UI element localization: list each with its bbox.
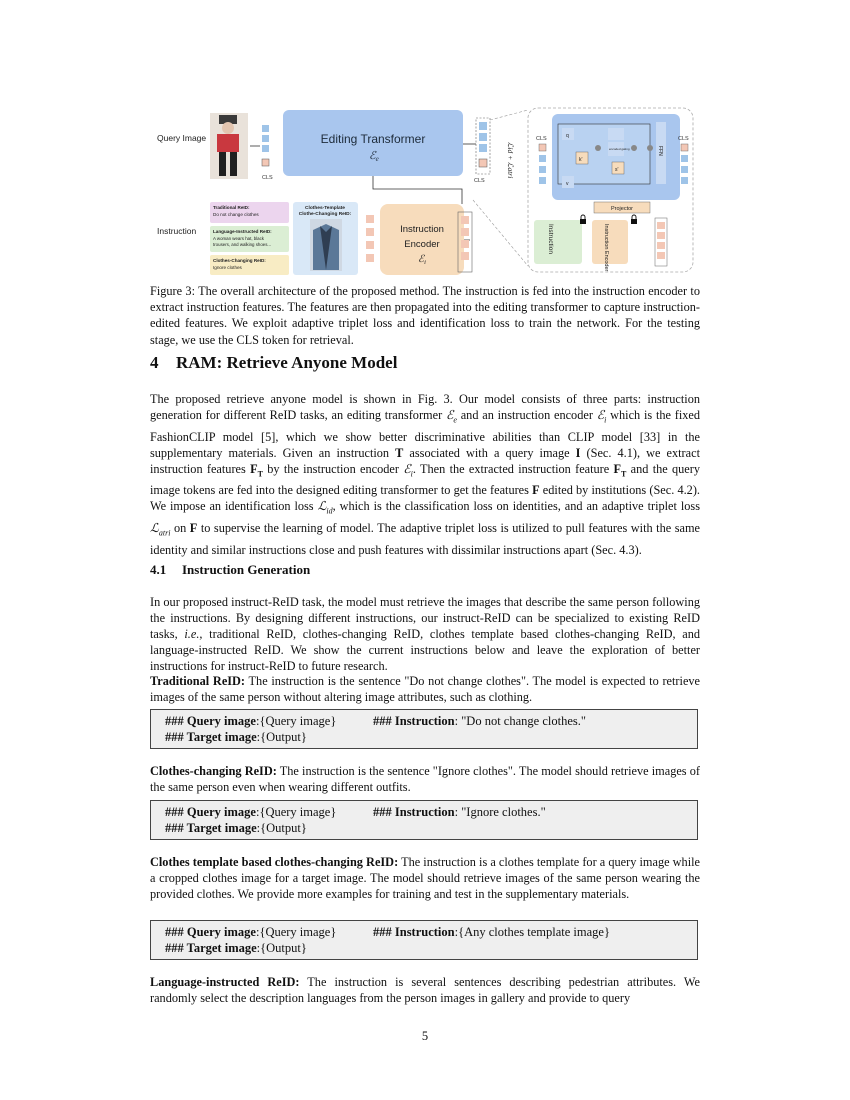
text-run: . Then the extracted instruction feature — [412, 461, 614, 476]
clothes-template-panel — [293, 202, 358, 275]
paragraph-lead: Clothes-changing ReID: — [150, 764, 277, 778]
paragraph-language-instructed — [150, 974, 700, 1006]
text-run: associated with a query image — [403, 445, 576, 460]
paragraph-text: The instruction is the sentence "Ignore clothes". The model should retrieve images of the same person even when wearing different outfits. — [150, 764, 700, 795]
paragraph-text: The instruction is a clothes template for a query image while a cropped clothes image for a target image. The model should retrieve images of the same person wearing the provided clothes. We provide more examples for training and test in the supplementary materials. — [150, 855, 700, 902]
instruction-encoder-line1: Instruction — [400, 224, 444, 235]
svg-text:A woman wears hat, black: A woman wears hat, black — [213, 236, 265, 241]
code-value: :{Any clothes template image} — [454, 925, 610, 939]
code-box-clothes-changing — [150, 800, 698, 840]
section-paragraph: The proposed retrieve anyone model is shown in Fig. 3. Our model consists of three parts: instruction generation for different ReID tasks, an editing transformer ℰ$_e$ and an instruction encoder ℰ$_i$ which is the fixed FashionCLIP model [5], which we show better discriminative abilities than CLIP model [33] in the supplementary materials. Given an instruction T associated with a query image I (Sec. 4.1), we extract instruction features $F_T$ by the instruction encoder ℰ$_i$. Then the extracted instruction feature $F_T$ and the query image tokens are fed into the designed editing transformer to get the features F edited by institutions (Sec. 4.2). We impose an identification loss ℒ$_{id}$, which is the classification loss on identities, and an adaptive triplet loss ℒ$_{atri}$ on F to supervise the learning of model. The adaptive triplet loss is utilized to pull features with the same identity and similar instructions close and push features with dissimilar instructions apart (Sec. 4.3). — [150, 392, 701, 557]
editing-transformer-sub: e — [375, 155, 379, 163]
text-run: and an instruction encoder — [456, 408, 597, 423]
paragraph-lead: Clothes template based clothes-changing ReID: — [150, 855, 399, 869]
cls-label-detail-right: CLS — [678, 136, 689, 142]
instruction-block-label: Instruction — [547, 224, 554, 254]
text-run: The proposed retrieve anyone model is shown in Fig. 3. Our model consists of three parts: instruction generation for different ReID tasks, an editing transformer — [150, 392, 700, 423]
architecture-figure — [150, 100, 700, 280]
query-person-photo — [210, 113, 248, 179]
gating-label: encoded gating — [609, 147, 630, 151]
code-key: ### Target image — [165, 821, 257, 835]
code-value: : "Do not change clothes." — [454, 714, 586, 728]
instruction-encoder-line2: Encoder — [404, 239, 440, 250]
loss-label: ℒid + ℒatri — [506, 142, 515, 179]
instr-text-clothes-changing: Ignore clothes — [213, 265, 242, 270]
instruction-label: Instruction — [157, 226, 197, 236]
cls-label-detail-left: CLS — [536, 136, 547, 142]
text-run: on — [170, 521, 190, 536]
code-box-traditional — [150, 709, 698, 749]
code-value: :{Output} — [256, 941, 307, 955]
code-key: ### Query image — [165, 925, 256, 939]
q-label: q — [566, 133, 569, 139]
code-key: ### Query image — [165, 714, 256, 728]
svg-text:trousers, and walking shoes...: trousers, and walking shoes... — [213, 242, 272, 247]
editing-transformer-symbol: ℰ — [369, 150, 376, 162]
code-key: ### Instruction — [373, 714, 455, 728]
paragraph-traditional — [150, 673, 700, 705]
text-run: edited by institutions (Sec. 4.2). We impose an identification loss — [150, 483, 700, 514]
section-title: RAM: Retrieve Anyone Model — [176, 353, 398, 372]
page-number: 5 — [421, 1029, 429, 1043]
editing-transformer-title: Editing Transformer — [320, 132, 426, 146]
instruction-tokens-left — [366, 215, 374, 262]
code-key: ### Instruction — [373, 925, 455, 939]
text-run: which is the fixed FashionCLIP model [5], which we show better discriminative abilities than CLIP model [33] in the supplementary materials. Given an instruction — [150, 408, 701, 460]
instruction-encoder-symbol: ℰ — [418, 254, 425, 265]
text-run: (Sec. 4.1), we extract instruction features — [150, 445, 700, 476]
subsection-heading — [150, 562, 310, 578]
text-run: to supervise the learning of model. The adaptive triplet loss is utilized to pull features with the same identity and similar instructions close and push features with dissimilar instructions apart (Sec. 4.3). — [150, 521, 700, 557]
instruction-examples — [210, 202, 289, 275]
paragraph-text: The instruction is several sentences describing pedestrian attributes. We randomly select the description languages from the person images in gallery and provide to query — [150, 975, 701, 1006]
svg-text:Clothes-Template: Clothes-Template — [305, 206, 345, 211]
code-key: ### Query image — [165, 805, 256, 819]
subsection-paragraph — [150, 594, 700, 674]
code-key: ### Instruction — [373, 805, 455, 819]
code-key: ### Target image — [165, 730, 257, 744]
figure-caption: Figure 3: The overall architecture of the proposed method. The instruction is fed into the instruction encoder to extract instruction features. The features are then propagated into the editing transformer to capture instruction-edited features. We exploit adaptive triplet loss and identification loss to train the network. For the testing stage, we use the CLS token for retrieval. — [150, 284, 700, 347]
output-tokens — [476, 118, 490, 174]
k-label: k' — [579, 157, 583, 163]
code-box-clothes-template — [150, 920, 698, 960]
instr-title-language: Language-Instructed ReID: — [213, 229, 272, 234]
v-label: v — [566, 181, 569, 187]
subsection-number: 4.1 — [150, 562, 167, 577]
text-run: i.e., — [184, 627, 203, 642]
text-run: and the query image tokens are fed into the designed editing transformer to get the features — [150, 461, 701, 498]
architecture-diagram — [150, 100, 700, 280]
cls-label-left: CLS — [262, 175, 273, 181]
instr-title-clothes-changing: Clothes-Changing ReID: — [213, 258, 266, 263]
code-value: :{Query image} — [255, 925, 337, 939]
instruction-encoder-sub: i — [424, 259, 426, 266]
code-value: :{Query image} — [255, 805, 337, 819]
query-image-label: Query Image — [157, 133, 207, 143]
paragraph-lead: Traditional ReID: — [150, 674, 246, 688]
instr-text-traditional: Do not change clothes — [213, 212, 259, 217]
section-number: 4 — [150, 353, 159, 372]
text-run: traditional ReID, clothes-changing ReID, clothes template based clothes-changing ReID, and language-instructed ReID. We show the current instructions below and leave the exploration of better instructions for instruct-ReID to future research. — [150, 627, 700, 674]
code-value: :{Output} — [256, 821, 307, 835]
text-run: In our proposed instruct-ReID task, the model must retrieve the images that describe the same person following the instructions. By designing different instructions, our instruct-ReID can be specialized to existing ReID tasks, — [150, 595, 700, 642]
code-value: :{Output} — [256, 730, 307, 744]
section-heading — [150, 353, 397, 373]
encoder-block-label: Instruction Encoder — [603, 224, 609, 272]
code-value: : "Ignore clothes." — [454, 805, 546, 819]
text-run: , which is the classification loss on identities, and an adaptive triplet loss — [332, 499, 700, 514]
paragraph-clothes-changing — [150, 763, 700, 795]
instr-title-traditional: Traditional ReID: — [213, 205, 250, 210]
paragraph-clothes-template — [150, 854, 700, 902]
text-run: by the instruction encoder — [262, 461, 404, 476]
subsection-title: Instruction Generation — [182, 562, 311, 577]
code-key: ### Target image — [165, 941, 257, 955]
projector-label: Projector — [610, 206, 634, 212]
cls-label-output: CLS — [474, 178, 485, 184]
paragraph-text: The instruction is the sentence "Do not change clothes". The model is expected to retrieve images of the same person without altering image attributes, such as clothing. — [150, 674, 701, 705]
query-tokens — [262, 125, 269, 166]
ffn-label: FFN — [657, 146, 663, 156]
s-label: s' — [615, 167, 619, 173]
code-value: :{Query image} — [255, 714, 337, 728]
transformer-detail-panel — [528, 108, 693, 272]
svg-text:Clothe-Changing ReID:: Clothe-Changing ReID: — [298, 212, 352, 217]
paragraph-lead: Language-instructed ReID: — [150, 975, 300, 989]
